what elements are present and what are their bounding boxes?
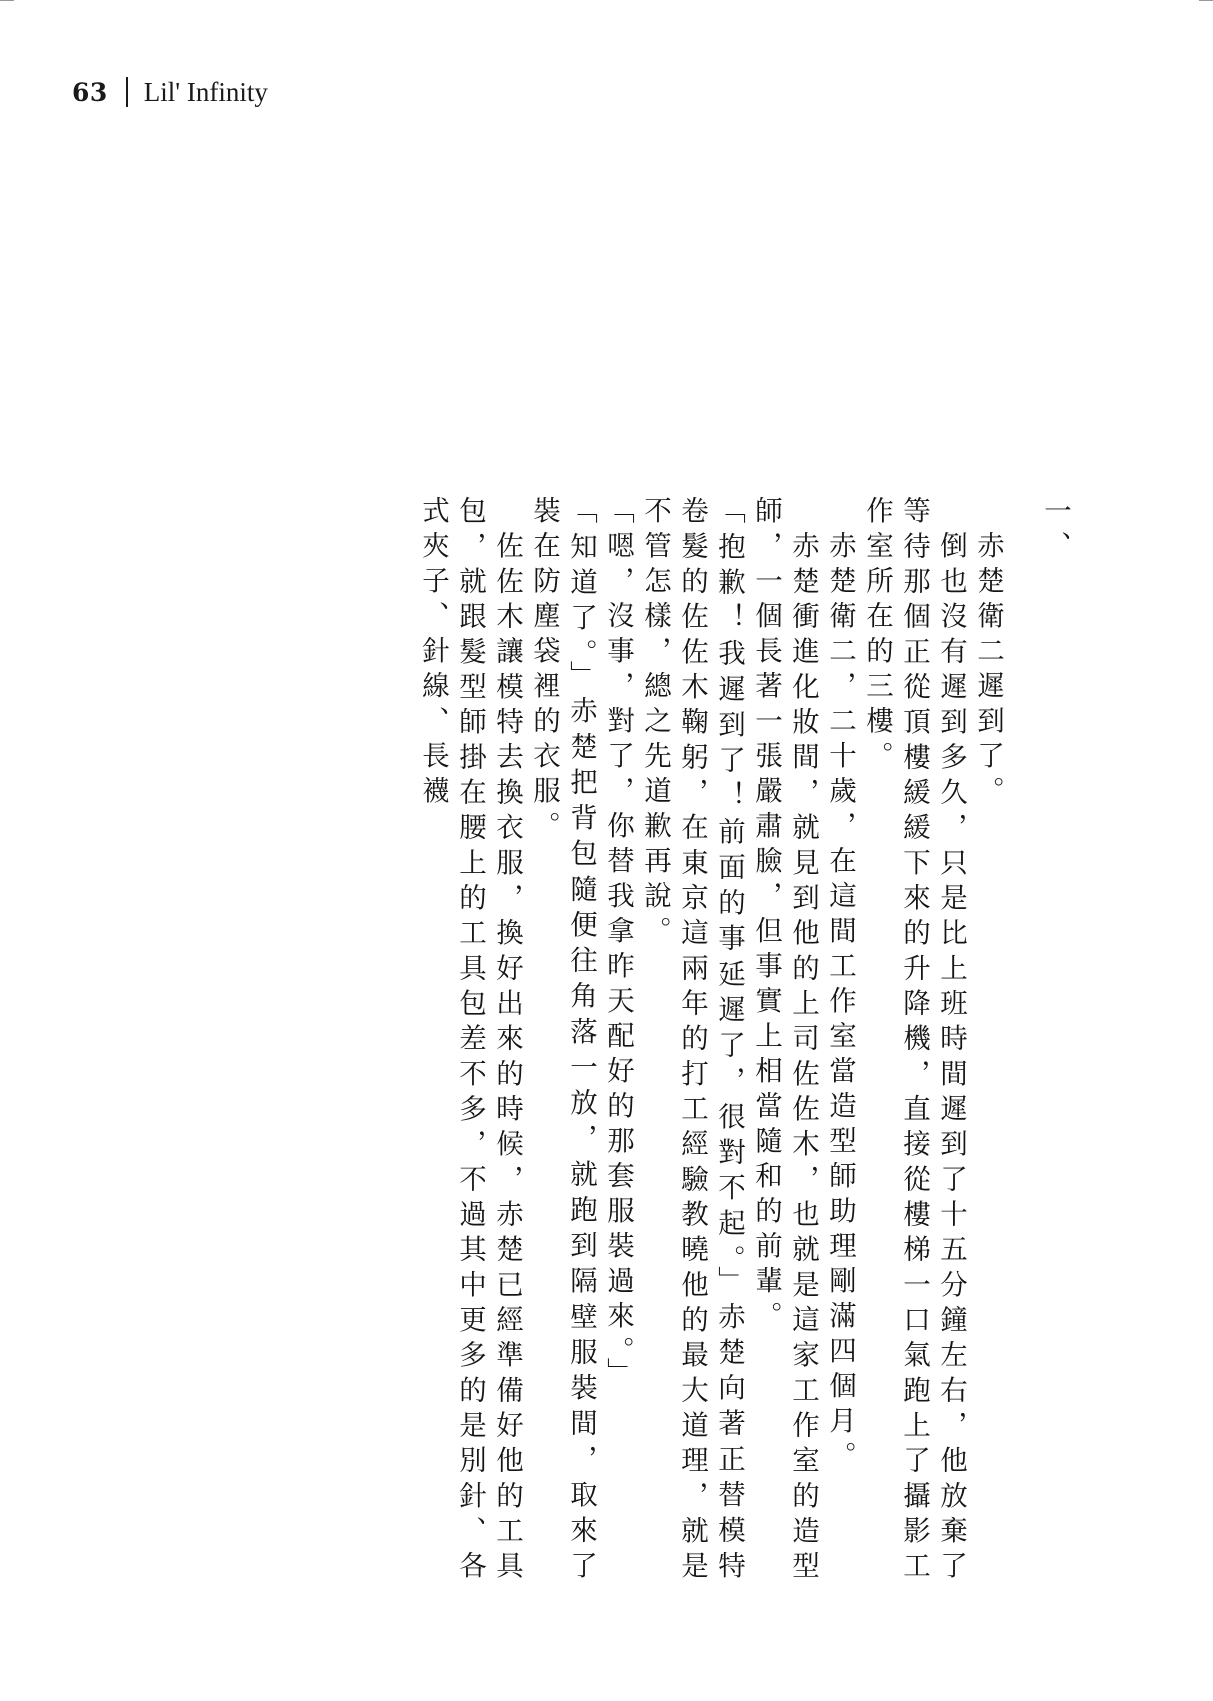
paragraph: 赤楚衝進化妝間，就見到他的上司佐佐木，也就是這家工作室的造型師，一個長著一張嚴肅臉，但事實上相當隨和的前輩。 xyxy=(750,496,819,1586)
paragraph: 赤楚衛二遲到了。 xyxy=(972,531,1004,811)
dialogue-paragraph: 「抱歉！我遲到了！前面的事延遲了，很對不起。」赤楚向著正替模特卷髮的佐佐木鞠躬，在東京這兩年的打工經驗教曉他的最大道理，就是不管怎樣，總之先道歉再說。 xyxy=(639,496,745,1586)
header-divider xyxy=(126,77,128,107)
book-title: Lil' Infinity xyxy=(143,76,268,107)
dialogue-paragraph: 「嗯，沒事，對了，你替我拿昨天配好的那套服裝過來。」 xyxy=(602,496,634,1393)
crop-mark-top-right xyxy=(1199,0,1213,1)
paragraph: 赤楚衛二，二十歲，在這間工作室當造型師助理剛滿四個月。 xyxy=(824,531,856,1476)
running-head xyxy=(72,74,268,110)
crop-mark-top-left xyxy=(0,0,14,1)
paragraph: 倒也沒有遲到多久，只是比上班時間遲到了十五分鐘左右，他放棄了等待那個正從頂樓緩緩下來的升降機，直接從樓梯一口氣跑上了攝影工作室所在的三樓。 xyxy=(861,496,967,1586)
vertical-body-text xyxy=(414,496,1073,1586)
chapter-heading: 一、 xyxy=(1039,496,1071,566)
page-number: 63 xyxy=(72,77,108,107)
paragraph: 佐佐木讓模特去換衣服，換好出來的時候，赤楚已經準備好他的工具包，就跟髮型師掛在腰上的工具包差不多，不過其中更多的是別針、各式夾子、針線、長襪 xyxy=(417,496,523,1586)
dialogue-paragraph: 「知道了。」赤楚把背包隨便往角落一放，就跑到隔壁服裝間，取來了裝在防塵袋裡的衣服。 xyxy=(528,496,597,1586)
